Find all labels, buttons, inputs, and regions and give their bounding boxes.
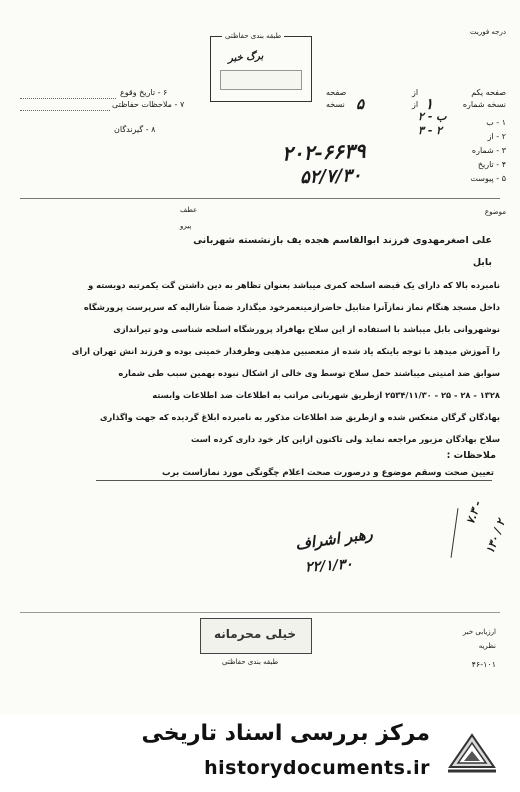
to-label: پیرو	[180, 222, 192, 230]
copy-number-value: ۱	[425, 95, 434, 113]
event-date-label: ۶ - تاریخ وقوع	[120, 88, 168, 97]
copy-total-value: ۵	[356, 95, 365, 113]
watermark-url: historydocuments.ir	[204, 757, 430, 779]
classification-stamp-mark	[220, 70, 302, 90]
watermark-title: مرکز بررسی اسناد تاریخی	[141, 721, 430, 746]
page-from-label: از	[412, 88, 419, 97]
field-2-label: ۲ - از	[487, 132, 506, 141]
body-line-6: را آموزش میدهد با توجه باینکه یاد شده از متعصبین مذهبی وطرفدار خمینی بوده و فرزند انش تهران ارای	[71, 346, 500, 356]
field-3-label: ۳ - شماره	[471, 146, 506, 155]
page-label: صفحه یکم	[471, 88, 506, 97]
watermark-banner	[0, 715, 520, 792]
reference-date: ۵۲/۷/۳۰	[299, 164, 362, 189]
copy-hand-label: نسخه	[326, 100, 345, 109]
classification-stamp: برگ خبر	[227, 50, 264, 65]
subject-label: موضوع	[484, 208, 506, 216]
header-divider	[20, 198, 500, 199]
from-label: عطف	[180, 206, 198, 214]
reference-number: ۲۰۲-۶۶۳۹	[281, 138, 366, 166]
classification-box	[210, 36, 312, 102]
field-4-label: ۴ - تاریخ	[477, 160, 506, 169]
page-copies-label: صفحه	[326, 88, 347, 97]
opinion-label: نظریه	[478, 642, 496, 650]
body-line-4: داخل مسجد هنگام نماز نمازآنرا متابیل حاضرازمینعمرخود میگذارد ضمناً شارالیه که سرپرست پرورشگاه	[83, 302, 500, 312]
body-line-7: سوابق ضد امنیتی میباشند حمل سلاح توسط وی خالی از اشکال نبوده بهمین سبب طی شماره	[118, 368, 500, 378]
field-2-value: ۳ - ۲	[418, 124, 443, 137]
copy-number-label: نسخه شماره	[462, 100, 506, 109]
priority-label: درجه فوریت	[470, 28, 506, 36]
classification-label: طبقه بندی حفاظتی	[222, 32, 284, 40]
signature: رهبر اشراف	[294, 524, 374, 554]
event-date-line	[20, 98, 116, 99]
footer-divider	[20, 612, 500, 613]
archive-logo-icon	[444, 727, 500, 779]
notes-label: ملاحظات :	[446, 450, 496, 461]
body-line-8: ۱۳۲۸ - ۲۸ - ۲۵ - ۲۵۳۴/۱۱/۳۰ ازطریق شهربانی مراتب به اطلاعات ضد اطلاعات وابسته	[152, 390, 500, 400]
copy-from-label: از	[412, 100, 419, 109]
protection-notes-label: ۷ - ملاحظات حفاظتی	[112, 100, 185, 109]
form-code: ۴۶-۱۰۱	[471, 660, 496, 669]
notes-text: تعیین صحت وسقم موضوع و درصورت صحت اعلام چگونگی مورد نمازاست برب	[162, 468, 494, 478]
body-line-1: علی اصغرمهدوی فرزند ابوالقاسم هجده یف بازنشسته شهربانی	[193, 235, 492, 246]
notes-underline	[96, 480, 492, 481]
footer-classification-label: طبقه بندی حفاظتی	[222, 658, 279, 666]
side-mark	[451, 508, 459, 558]
field-1-label: ۱ - ب	[486, 118, 506, 127]
footer-stamp-text: خیلی محرمانه	[214, 627, 297, 641]
side-note-2: ۱۳۰ / ۲	[483, 517, 508, 556]
body-line-9: بهادگان گرگان منعکس شده و ازطریق ضد اطلاعات مذکور به نامبرده ابلاغ گردیده که جهت واگذاری	[99, 412, 500, 422]
field-1-value: ۲ - ب	[418, 110, 447, 123]
side-note-1: ۷.۳ -	[463, 498, 485, 527]
body-line-5: نوشهروانی بابل میباشد با استفاده از این سلاح بهافراد پرورشگاه اسلحه شناسی ودو تیراندازی	[113, 324, 500, 334]
signature-date: ۲۲/۱/۳۰	[304, 556, 354, 576]
body-line-3: نامبرده بالا که دارای یک قبضه اسلحه کمری میباشد بعنوان تظاهر به دین داشتن گت یکمرتبه دوبسته و	[88, 280, 500, 290]
body-line-10: سلاح بهادگان مزبور مراجعه نماید ولی تاکنون ازاین کار خود داری کرده است	[190, 434, 500, 444]
recipients-label: ۸ - گیرندگان	[114, 125, 156, 134]
evaluation-label: ارزیابی خبر	[462, 628, 496, 636]
protection-notes-line	[20, 110, 110, 111]
body-line-2: بابل	[472, 257, 492, 268]
field-5-label: ۵ - پیوست	[470, 174, 506, 183]
